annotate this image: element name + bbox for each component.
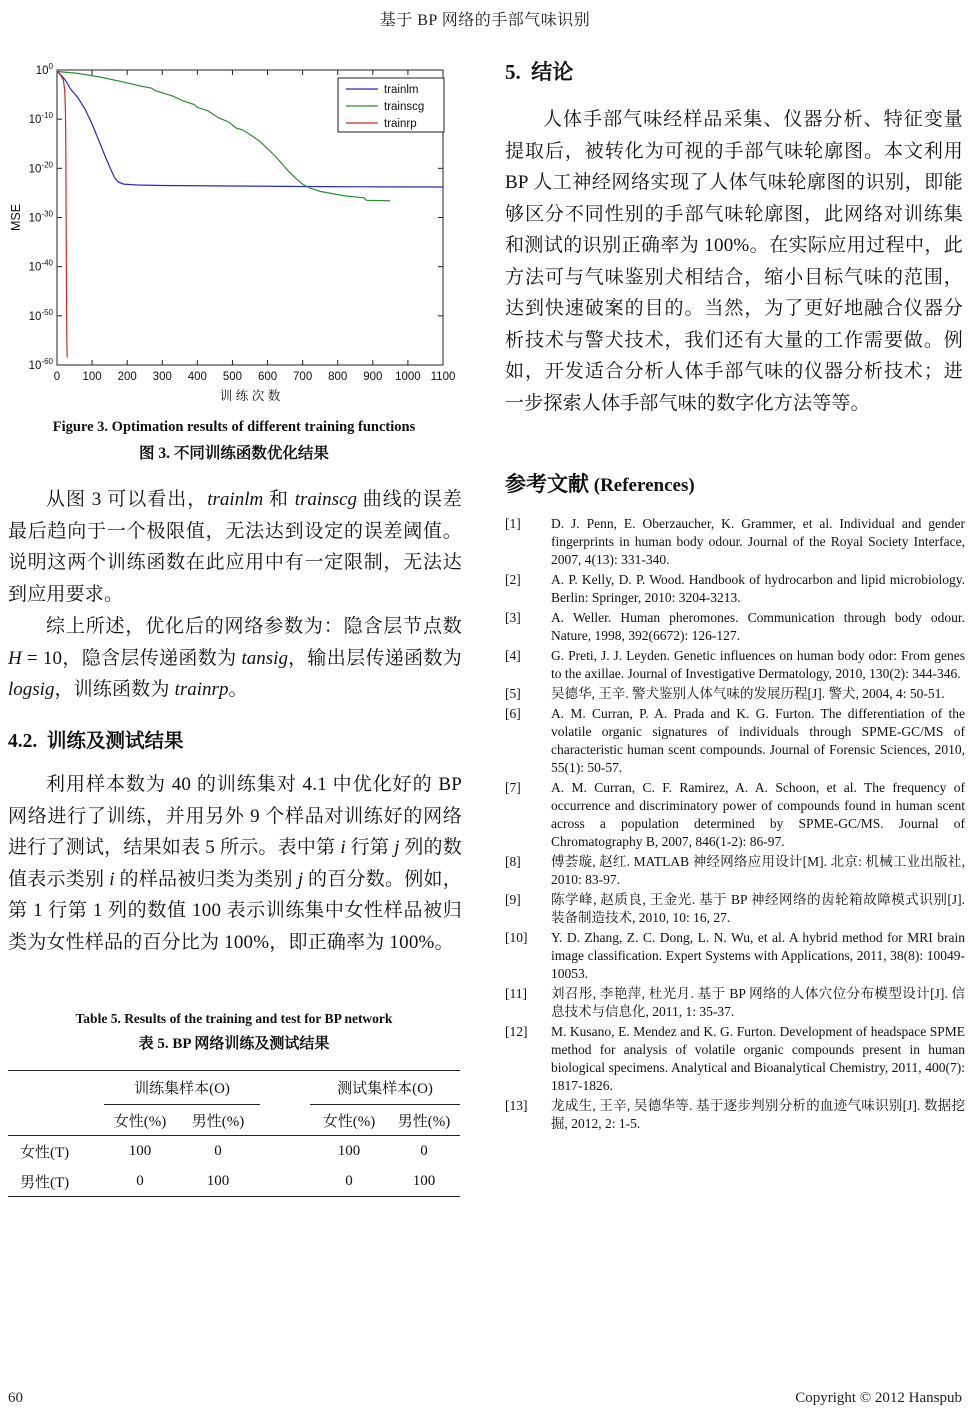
- svg-text:10-60: $10^{-60}$: [28, 357, 53, 372]
- reference-item: [505, 609, 965, 645]
- section-title: 结论: [531, 60, 574, 84]
- table-sub-header: 女性(%): [104, 1105, 176, 1136]
- section-title: 训练及测试结果: [47, 731, 184, 752]
- page-number: 60: [8, 1390, 23, 1406]
- copyright-notice: Copyright © 2012 Hanspub: [795, 1390, 962, 1406]
- svg-text:10-50: $10^{-50}$: [28, 307, 53, 323]
- paragraph-conclusion: 人体手部气味经样品采集、仪器分析、特征变量提取后，被转化为可视的手部气味轮廓图。本文利用 BP 人工神经网络实现了人体气味轮廓图的识别，即能够区分不同性别的手部气味轮廓图，此网络对训练集和测试的识别正确率为 100%。在实际应用过程中，此方法可与气味鉴别犬相结合，缩小目标气味的范围，达到快速破案的目的。当然，为了更好地融合仪器分析技术与警犬技术，我们还有大量的工作需要做。例如，开发适合分析人体手部气味的仪器分析技术；进一步探索人体手部气味的数字化方法等等。: [505, 109, 963, 414]
- reference-number: [2]: [505, 572, 521, 587]
- svg-text:trainscg: trainscg: [384, 101, 425, 113]
- reference-text: M. Kusano, E. Mendez and K. G. Furton. Development of headspace SPME method for analysis of volatile organic compounds present in human biological specimens. Analytical and Bioanalytical Chemistry, 2011, 400(7): 1817-1826.: [551, 1024, 965, 1093]
- svg-text:600: 600: [257, 371, 278, 383]
- reference-text: 傅荟璇, 赵红. MATLAB 神经网络应用设计[M]. 北京: 机械工业出版社, 2010: 83-97.: [551, 854, 965, 887]
- reference-number: [12]: [505, 1024, 528, 1039]
- table-sub-header: 男性(%): [176, 1105, 260, 1136]
- table-5-caption: [8, 1011, 460, 1053]
- page-footer: [8, 1390, 962, 1407]
- references-heading: [505, 468, 963, 498]
- table-cell: 0: [420, 1142, 428, 1159]
- reference-number: [1]: [505, 516, 521, 531]
- table-row: [8, 1166, 460, 1197]
- paragraph-figure-discussion: 从图 3 可以看出，trainlm 和 trainscg 曲线的误差最后趋向于一个极限值，无法达到设定的误差阈值。说明这两个训练函数在此应用中有一定限制，无法达到应用要求。: [8, 489, 462, 605]
- table-row-label: 女性(T): [20, 1144, 70, 1161]
- table-row: [8, 1136, 460, 1167]
- svg-text:10-30: $10^{-30}$: [28, 209, 53, 225]
- svg-text:100: $10^0$: [35, 62, 53, 77]
- reference-text: 吴德华, 王辛. 警犬鉴别人体气味的发展历程[J]. 警犬, 2004, 4: 50-51.: [551, 686, 945, 701]
- references-heading-chinese: 参考文献: [505, 472, 589, 496]
- table-cell: 100: [128, 1142, 152, 1159]
- svg-text:trainlm: trainlm: [384, 84, 419, 96]
- svg-text:10-10: $10^{-10}$: [28, 111, 53, 127]
- reference-item: [505, 985, 965, 1021]
- svg-text:300: 300: [152, 371, 172, 383]
- figure-caption-english: Figure 3. Optimation results of different training functions: [52, 419, 416, 435]
- running-head-title: 基于 BP 网络的手部气味识别: [379, 12, 591, 29]
- reference-text: 龙成生, 王辛, 吴德华等. 基于逐步判别分析的血迹气味识别[J]. 数据挖掘, 2012, 2: 1-5.: [551, 1098, 965, 1131]
- svg-text:900: 900: [363, 371, 383, 383]
- section-number: 4.2.: [8, 731, 38, 752]
- reference-text: D. J. Penn, E. Oberzaucher, K. Grammer, et al. Individual and gender fingerprints in human body odour. Journal of the Royal Society Interface, 2007, 4(13): 331-340.: [551, 516, 965, 567]
- table-cell: 0: [345, 1172, 353, 1189]
- table-cell: 100: [412, 1172, 436, 1189]
- reference-item: [505, 929, 965, 983]
- reference-item: [505, 1097, 965, 1133]
- reference-text: 刘召彤, 李艳萍, 杜光月. 基于 BP 网络的人体穴位分布模型设计[J]. 信息技术与信息化, 2011, 1: 35-37.: [551, 986, 965, 1019]
- figure-3-caption: [8, 419, 460, 463]
- reference-item: [505, 685, 965, 703]
- reference-item: [505, 1023, 965, 1095]
- reference-number: [13]: [505, 1098, 528, 1113]
- svg-text:100: 100: [82, 371, 102, 383]
- table-cell: 100: [337, 1142, 361, 1159]
- reference-item: [505, 853, 965, 889]
- svg-text:1100: 1100: [430, 371, 456, 383]
- table-caption-english: Table 5. Results of the training and test for BP network: [75, 1011, 393, 1026]
- svg-text:MSE: MSE: [9, 203, 23, 232]
- reference-text: A. Weller. Human pheromones. Communication through body odour. Nature, 1998, 392(6672): 126-127.: [551, 610, 965, 643]
- table-row-label: 男性(T): [20, 1174, 70, 1191]
- reference-item: [505, 779, 965, 851]
- reference-number: [7]: [505, 780, 521, 795]
- reference-number: [3]: [505, 610, 521, 625]
- table-cell: 100: [206, 1172, 230, 1189]
- section-number: 5.: [505, 60, 521, 84]
- svg-text:700: 700: [293, 371, 313, 383]
- table-group-header: 训练集样本(O): [104, 1071, 260, 1105]
- paragraph-training-test-results: 利用样本数为 40 的训练集对 4.1 中优化好的 BP 网络进行了训练，并用另外 9 个样品对训练好的网络进行了测试，结果如表 5 所示。表中第 i 行第 j 列的数值表示类别 i 的样品被归类为类别 j 的百分数。例如，第 1 行第 1 列的数值 100 表示训练集中女性样品被归类为女性样品的百分比为 100%，即正确率为 100%。: [8, 774, 463, 953]
- svg-text:训 练 次 数: 训 练 次 数: [219, 389, 281, 403]
- section-heading-5: [505, 56, 963, 86]
- svg-text:500: 500: [222, 371, 243, 383]
- mse-training-chart: [8, 54, 460, 412]
- references-heading-english: (References): [589, 475, 695, 496]
- reference-text: 陈学峰, 赵质良, 王金光. 基于 BP 神经网络的齿轮箱故障模式识别[J]. 装备制造技术, 2010, 10: 16, 27.: [551, 892, 965, 925]
- table-caption-chinese: 表 5. BP 网络训练及测试结果: [138, 1036, 330, 1052]
- reference-text: A. M. Curran, C. F. Ramirez, A. A. Schoon, et al. The frequency of occurrence and discriminatory power of compounds found in human scent across a population determined by SPME-GC/MS. Journal of Chromatography B, 2007, 846(1-2): 86-97.: [551, 780, 965, 849]
- reference-number: [8]: [505, 854, 521, 869]
- section-heading-4-2: [8, 725, 462, 753]
- reference-text: A. M. Curran, P. A. Prada and K. G. Furton. The differentiation of the volatile organic signatures of individuals through SPME-GC/MS of characteristic human scent compounds. Journal of Forensic Sciences, 2010, 55(1): 50-57.: [551, 706, 965, 775]
- table-sub-header: 女性(%): [310, 1105, 388, 1136]
- figure-3-line-chart: [8, 54, 460, 412]
- reference-item: [505, 647, 965, 683]
- svg-text:0: 0: [53, 371, 61, 383]
- reference-number: [6]: [505, 706, 521, 721]
- reference-item: [505, 571, 965, 607]
- reference-number: [5]: [505, 686, 521, 701]
- svg-text:10-20: $10^{-20}$: [28, 160, 53, 176]
- bp-results-table: [8, 1070, 460, 1197]
- reference-number: [10]: [505, 930, 528, 945]
- paragraph-network-parameters: 综上所述，优化后的网络参数为：隐含层节点数 H = 10，隐含层传递函数为 tansig，输出层传递函数为 logsig，训练函数为 trainrp。: [8, 616, 462, 700]
- table-group-header: 测试集样本(O): [310, 1071, 460, 1105]
- reference-number: [4]: [505, 648, 521, 663]
- reference-number: [9]: [505, 892, 521, 907]
- table-5-results: [8, 1070, 460, 1197]
- table-sub-header: 男性(%): [388, 1105, 460, 1136]
- svg-text:trainrp: trainrp: [384, 118, 417, 130]
- reference-number: [11]: [505, 986, 527, 1001]
- references-list: [505, 515, 965, 1135]
- svg-text:200: 200: [117, 371, 137, 383]
- svg-text:10-40: $10^{-40}$: [28, 258, 53, 274]
- reference-text: A. P. Kelly, D. P. Wood. Handbook of hydrocarbon and lipid microbiology. Berlin: Springer, 2010: 3204-3213.: [551, 572, 965, 605]
- table-cell: 0: [214, 1142, 222, 1159]
- svg-text:1000: 1000: [395, 371, 421, 383]
- svg-text:800: 800: [328, 371, 348, 383]
- reference-item: [505, 705, 965, 777]
- figure-caption-chinese: 图 3. 不同训练函数优化结果: [139, 445, 329, 462]
- reference-item: [505, 891, 965, 927]
- svg-text:400: 400: [187, 371, 207, 383]
- reference-item: [505, 515, 965, 569]
- reference-text: G. Preti, J. J. Leyden. Genetic influences on human body odor: From genes to the axillae. Journal of Investigative Dermatology, 2010, 130(2): 344-346.: [551, 648, 965, 681]
- reference-text: Y. D. Zhang, Z. C. Dong, L. N. Wu, et al. A hybrid method for MRI brain image classification. Expert Systems with Applications, 2011, 38(8): 10049-10053.: [551, 930, 965, 981]
- table-cell: 0: [136, 1172, 144, 1189]
